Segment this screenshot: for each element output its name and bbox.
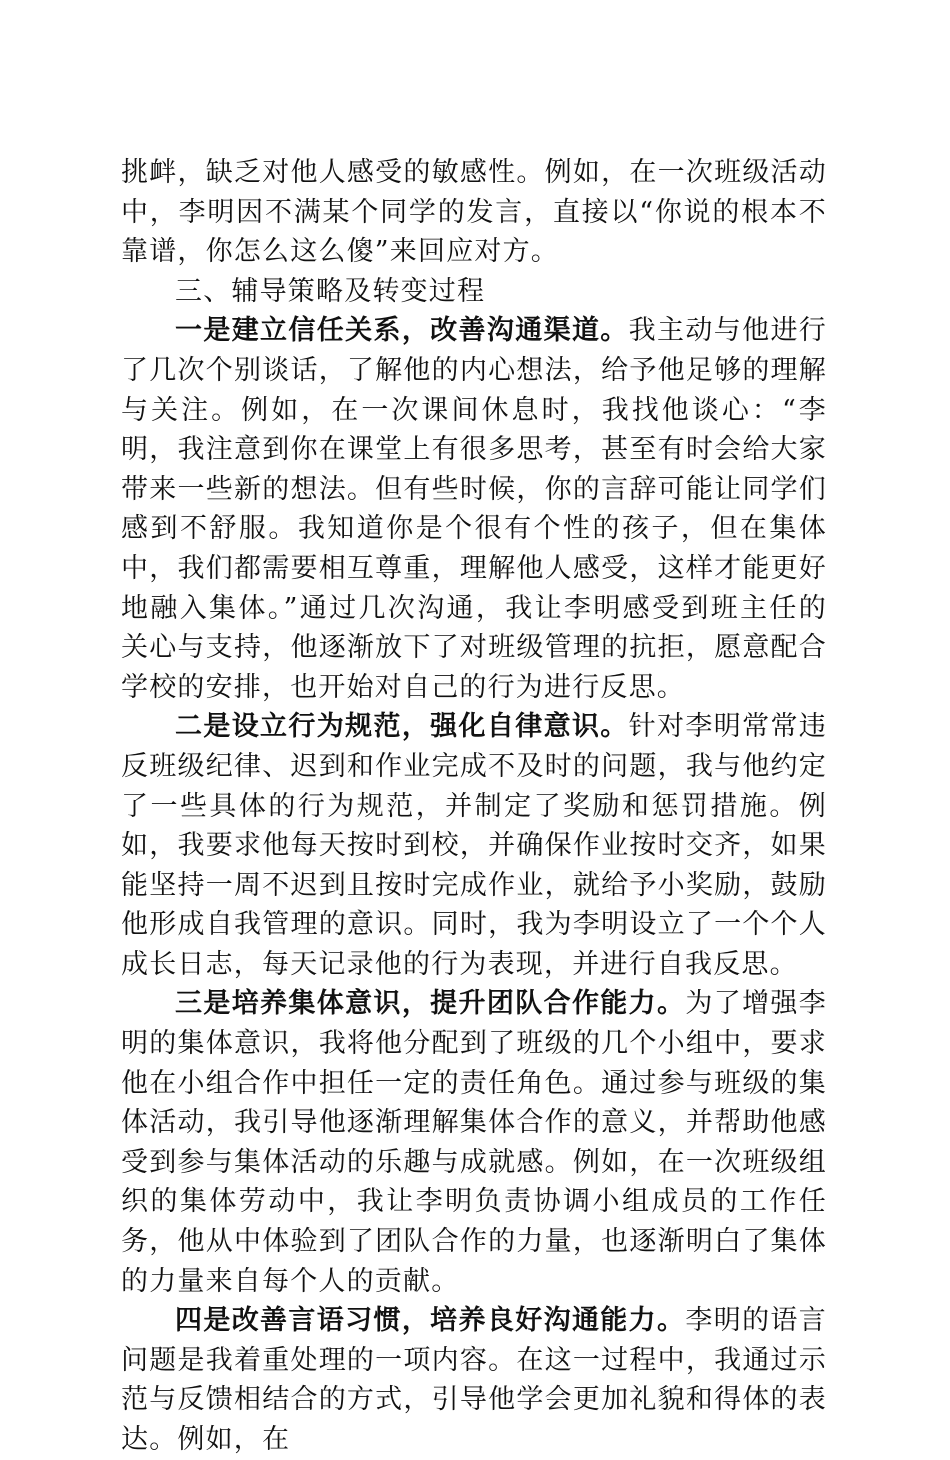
paragraph-strategy-4: [121, 1301, 827, 1459]
paragraph-lead: 四是改善言语习惯，培养良好沟通能力。: [175, 1305, 686, 1337]
paragraph-lead: 三是培养集体意识，提升团队合作能力。: [175, 988, 686, 1020]
document-page: [121, 153, 827, 1460]
paragraph-body: 为了增强李明的集体意识，我将他分配到了班级的几个小组中，要求他在小组合作中担任一定的责任角色。通过参与班级的集体活动，我引导他逐渐理解集体合作的意义，并帮助他感受到参与集体活动的乐趣与成就感。例如，在一次班级组织的集体劳动中，我让李明负责协调小组成员的工作任务，他从中体验到了团队合作的力量，也逐渐明白了集体的力量来自每个人的贡献。: [121, 988, 827, 1297]
paragraph-strategy-3: [121, 984, 827, 1301]
paragraph-strategy-1: [121, 311, 827, 707]
paragraph-body: 挑衅，缺乏对他人感受的敏感性。例如，在一次班级活动中，李明因不满某个同学的发言，直接以“你说的根本不靠谱，你怎么这么傻”来回应对方。: [121, 157, 827, 268]
paragraph-strategy-2: [121, 707, 827, 984]
paragraph-body: 我主动与他进行了几次个别谈话，了解他的内心想法，给予他足够的理解与关注。例如，在一次课间休息时，我找他谈心：“李明，我注意到你在课堂上有很多思考，甚至有时会给大家带来一些新的想法。但有些时候，你的言辞可能让同学们感到不舒服。我知道你是个很有个性的孩子，但在集体中，我们都需要相互尊重，理解他人感受，这样才能更好地融入集体。”通过几次沟通，我让李明感受到班主任的关心与支持，他逐渐放下了对班级管理的抗拒，愿意配合学校的安排，也开始对自己的行为进行反思。: [121, 315, 827, 703]
section-heading: [121, 272, 827, 312]
paragraph-body: 李明的语言问题是我着重处理的一项内容。在这一过程中，我通过示范与反馈相结合的方式，引导他学会更加礼貌和得体的表达。例如，在: [121, 1305, 827, 1455]
section-heading-text: 三、辅导策略及转变过程: [175, 275, 486, 307]
paragraph-lead: 二是设立行为规范，强化自律意识。: [175, 711, 629, 743]
paragraph-body: 针对李明常常违反班级纪律、迟到和作业完成不及时的问题，我与他约定了一些具体的行为规范，并制定了奖励和惩罚措施。例如，我要求他每天按时到校，并确保作业按时交齐，如果能坚持一周不迟到且按时完成作业，就给予小奖励，鼓励他形成自我管理的意识。同时，我为李明设立了一个个人成长日志，每天记录他的行为表现，并进行自我反思。: [121, 711, 827, 980]
paragraph-continuation: [121, 153, 827, 272]
paragraph-lead: 一是建立信任关系，改善沟通渠道。: [175, 315, 629, 347]
